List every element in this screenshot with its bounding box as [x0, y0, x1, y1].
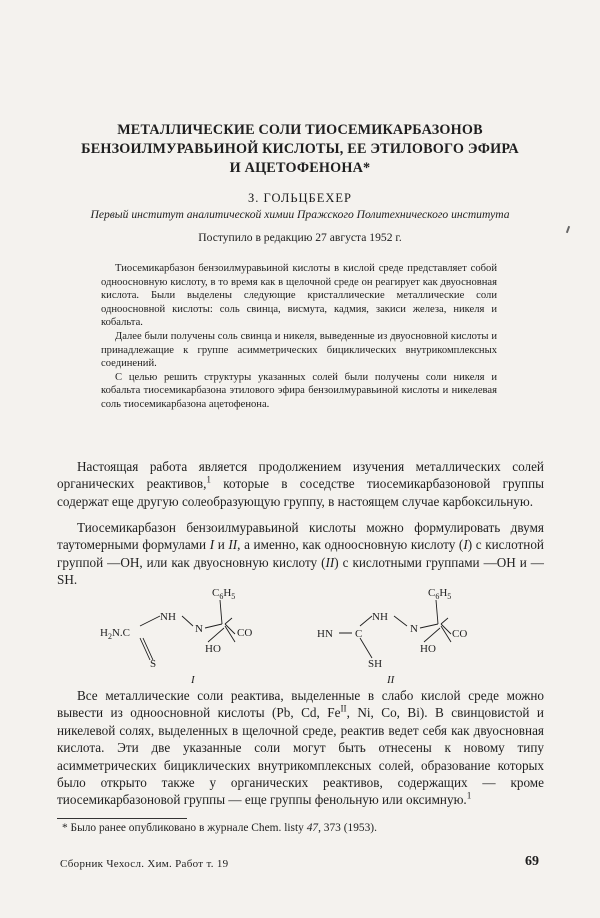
body-paragraph-3: [57, 687, 544, 809]
nh-group: NH: [160, 611, 176, 623]
body-text: Настоящая работа является продолжением изучения металлических солей органических реактивов,: [57, 459, 544, 492]
formula-ref: I: [463, 537, 468, 553]
thiol-group: SH: [368, 658, 383, 670]
carbonyl-group: CO: [452, 628, 468, 640]
body-text: Все металлические соли реактива, выделенные в слабо кислой среде можно вывести из одноосновной кислоты (Pb, Cd, Fe: [57, 688, 544, 721]
imine-nitrogen: N: [410, 623, 418, 635]
title-line-3: И АЦЕТОФЕНОНА*: [229, 160, 371, 176]
formula-I: [100, 587, 252, 685]
carbonyl-group: CO: [237, 627, 253, 639]
footnote-marker: *: [62, 822, 68, 834]
phenyl-group: $C_6H_5$: [428, 587, 452, 601]
title-line-1: МЕТАЛЛИЧЕСКИЕ СОЛИ ТИОСЕМИКАРБАЗОНОВ: [117, 122, 483, 138]
formula-II: [317, 587, 467, 685]
received-date: Поступило в редакцию 27 августа 1952 г.: [198, 231, 402, 244]
abstract-paragraph-3: С целью решить структуры указанных солей были получены соли никеля и кобальта тиосемикарбазона этилового эфира бензоилмуравьиной кислоты и никелевая соль тиосемикарбазона ацетофенона.: [101, 371, 497, 410]
formula-I-label: I: [191, 674, 195, 685]
footnote-volume: 47: [306, 822, 319, 834]
nh-group: NH: [372, 611, 388, 623]
amino-carbon-group: $H_2N.C$: [100, 627, 130, 641]
body-text: ) с кислотными группами —OH и —SH.: [57, 554, 544, 588]
thione-sulfur: S: [150, 658, 157, 670]
author: З. ГОЛЬЦБЕХЕР: [248, 191, 352, 205]
article-title: [60, 121, 540, 178]
title-line-2: БЕНЗОИЛМУРАВЬИНОЙ КИСЛОТЫ, ЕЕ ЭТИЛОВОГО ЭФИРА: [81, 141, 519, 157]
affiliation: Первый институт аналитической химии Пражского Политехнического института: [90, 208, 510, 221]
body-text: , Ni, Co, Bi). В свинцовистой и никелевой солях, выделенных в щелочной среде, реактив ведет себя как двуосновная кислота. Эти две указанные соли могут быть отнесены к новому типу асимметрических бициклических внутрикомплексных солей, образование которых было открыто также у органических реактивов, содержащих — кроме тиосемикарбазоновой группы — еще группы фенольную или оксимную.: [57, 705, 544, 808]
page-number: 69: [525, 854, 539, 869]
body-paragraph-2: [57, 519, 544, 589]
phenyl-group: $C_6H_5$: [212, 587, 236, 601]
hydroxyl-group: HO: [205, 643, 221, 655]
formula-ref: II: [228, 537, 238, 553]
structural-formulas: [0, 580, 600, 685]
oxidation-state: II: [340, 704, 347, 715]
body-text: , а именно, как одноосновную кислоту (: [237, 537, 464, 553]
abstract-paragraph-2: Далее были получены соль свинца и никеля, выведенные из двуосновной кислоты и принадлежащие к группе асимметрических бициклических внутрикомплексных соединений.: [101, 330, 497, 370]
hydroxyl-group: HO: [420, 643, 436, 655]
body-paragraph-1: [57, 458, 544, 510]
running-footer: Сборник Чехосл. Хим. Работ т. 19: [60, 858, 229, 870]
footnote-text: Было ранее опубликовано в журнале Chem. listy: [67, 822, 307, 834]
formula-II-label: II: [387, 674, 395, 685]
footnote: [62, 822, 377, 834]
body-text: которые в соседстве тиосемикарбазоновой группы содержат еще другую солеобразующую группу, в настоящем случае карбоксильную.: [57, 476, 544, 509]
footnote-ref: 1: [206, 475, 211, 486]
imine-nitrogen: N: [195, 623, 203, 635]
hn-group: HN: [317, 628, 333, 640]
body-text: и: [214, 537, 229, 553]
abstract-paragraph-1: Тиосемикарбазон бензоилмуравьиной кислоты в кислой среде представляет собой одноосновную кислоту, в то время как в щелочной среде он реагирует как двуосновная кислота. Были выделены следующие кристаллические металлические соли одноосновной кислоты: соль свинца, висмута, кадмия, закиси железа, никеля и кобальта.: [101, 263, 497, 329]
formula-ref: I: [209, 537, 215, 553]
body-text: Тиосемикарбазон бензоилмуравьиной кислоты можно формулировать двумя таутомерными формулами: [57, 520, 544, 553]
body-text: ) с кислотной группой —OH, или как двуосновную кислоту (: [57, 537, 544, 570]
abstract: [101, 262, 497, 412]
formula-ref: II: [325, 554, 335, 570]
footnote-text: , 373 (1953).: [318, 822, 377, 834]
footnote-ref: 1: [466, 791, 472, 802]
footnote-rule: [57, 818, 187, 819]
carbon-atom: C: [355, 628, 363, 640]
